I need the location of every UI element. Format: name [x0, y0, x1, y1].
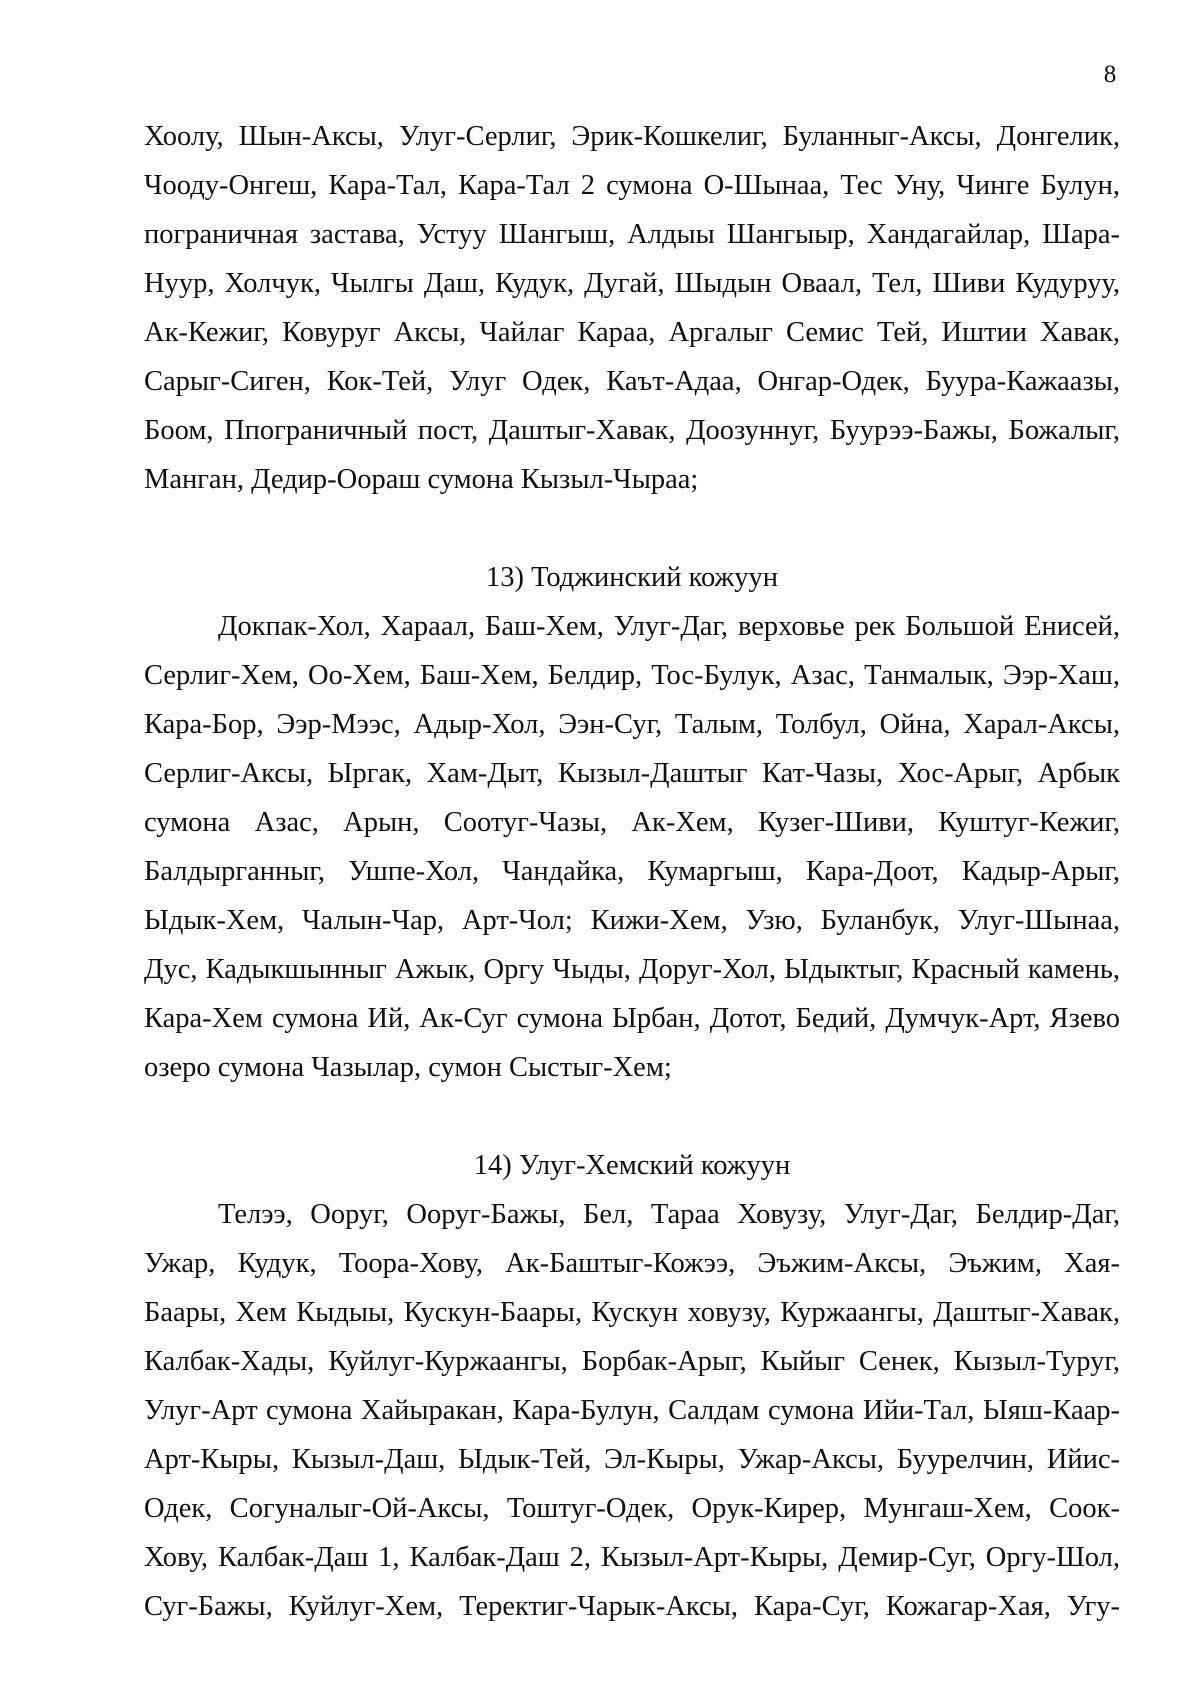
text-line: Балдырганныг, Ушпе-Хол, Чандайка, Кумаргыш, Кара-Доот, Кадыр-Арыг, [144, 856, 1120, 887]
paragraph-kyzyl-chyraa [144, 112, 1120, 504]
text-line: Докпак-Хол, Хараал, Баш-Хем, Улуг-Даг, верховье рек Большой Енисей, [218, 611, 1120, 642]
section-heading-13: 13) Тоджинский кожуун [485, 562, 778, 593]
text-line: Сарыг-Сиген, Кок-Тей, Улуг Одек, Каът-Адаа, Онгар-Одек, Буура-Кажаазы, [144, 366, 1120, 397]
paragraph-todzhinsky [144, 602, 1120, 1092]
text-line: Хову, Калбак-Даш 1, Калбак-Даш 2, Кызыл-Арт-Кыры, Демир-Суг, Оргу-Шол, [144, 1542, 1120, 1573]
text-line: Кара-Бор, Ээр-Мээс, Адыр-Хол, Ээн-Суг, Талым, Толбул, Ойна, Харал-Аксы, [144, 709, 1120, 740]
text-line: Баары, Хем Кыдыы, Кускун-Баары, Кускун ховузу, Куржаангы, Даштыг-Хавак, [144, 1297, 1120, 1328]
text-line: Хоолу, Шын-Аксы, Улуг-Серлиг, Эрик-Кошкелиг, Буланныг-Аксы, Донгелик, [144, 121, 1120, 152]
text-line: Калбак-Хады, Куйлуг-Куржаангы, Борбак-Арыг, Кыйыг Сенек, Кызыл-Туруг, [144, 1346, 1120, 1377]
text-line: Боом, Ппограничный пост, Даштыг-Хавак, Доозуннуг, Буурээ-Бажы, Божалыг, [144, 415, 1120, 446]
page-number: 8 [1103, 61, 1117, 88]
text-line: Арт-Кыры, Кызыл-Даш, Ыдык-Тей, Эл-Кыры, Ужар-Аксы, Буурелчин, Ийис- [144, 1444, 1120, 1475]
text-line: Манган, Дедир-Оораш сумона Кызыл-Чыраа; [144, 464, 699, 495]
paragraph-ulug-khemsky [144, 1190, 1120, 1631]
document-body [144, 112, 1120, 1631]
text-line: Серлиг-Аксы, Ыргак, Хам-Дыт, Кызыл-Даштыг Кат-Чазы, Хос-Арыг, Арбык [144, 758, 1120, 789]
text-line: сумона Азас, Арын, Соотуг-Чазы, Ак-Хем, Кузег-Шиви, Куштуг-Кежиг, [144, 807, 1120, 838]
text-line: Кара-Хем сумона Ий, Ак-Суг сумона Ырбан, Дотот, Бедий, Думчук-Арт, Язево [144, 1003, 1120, 1034]
text-line: пограничная застава, Устуу Шангыш, Алдыы Шангыыр, Хандагайлар, Шара- [144, 219, 1120, 250]
text-line: Телээ, Ооруг, Ооруг-Бажы, Бел, Тараа Ховузу, Улуг-Даг, Белдир-Даг, [218, 1199, 1120, 1230]
text-line: Нуур, Холчук, Чылгы Даш, Кудук, Дугай, Шыдын Оваал, Тел, Шиви Кудуруу, [144, 268, 1120, 299]
text-line: Чооду-Онгеш, Кара-Тал, Кара-Тал 2 сумона О-Шынаа, Тес Уну, Чинге Булун, [144, 170, 1120, 201]
section-heading-14: 14) Улуг-Хемский кожуун [473, 1150, 791, 1181]
text-line: Улуг-Арт сумона Хайыракан, Кара-Булун, Салдам сумона Ийи-Тал, Ыяш-Каар- [144, 1395, 1120, 1426]
text-line: Суг-Бажы, Куйлуг-Хем, Теректиг-Чарык-Аксы, Кара-Суг, Кожагар-Хая, Угу- [144, 1591, 1120, 1622]
text-line: Одек, Согуналыг-Ой-Аксы, Тоштуг-Одек, Орук-Кирер, Мунгаш-Хем, Соок- [144, 1493, 1120, 1524]
text-line: Ак-Кежиг, Ковуруг Аксы, Чайлаг Караа, Аргалыг Семис Тей, Иштии Хавак, [144, 317, 1120, 348]
text-line: Дус, Кадыкшынныг Ажык, Оргу Чыды, Доруг-Хол, Ыдыктыг, Красный камень, [144, 954, 1120, 985]
text-line: Ужар, Кудук, Тоора-Хову, Ак-Баштыг-Кожээ, Эъжим-Аксы, Эъжим, Хая- [144, 1248, 1120, 1279]
spacer [144, 504, 1120, 553]
spacer [144, 1092, 1120, 1141]
text-line: Ыдык-Хем, Чалын-Чар, Арт-Чол; Кижи-Хем, Узю, Буланбук, Улуг-Шынаа, [144, 905, 1120, 936]
text-line: озеро сумона Чазылар, сумон Сыстыг-Хем; [144, 1052, 672, 1083]
text-line: Серлиг-Хем, Оо-Хем, Баш-Хем, Белдир, Тос-Булук, Азас, Танмалык, Ээр-Хаш, [144, 660, 1120, 691]
